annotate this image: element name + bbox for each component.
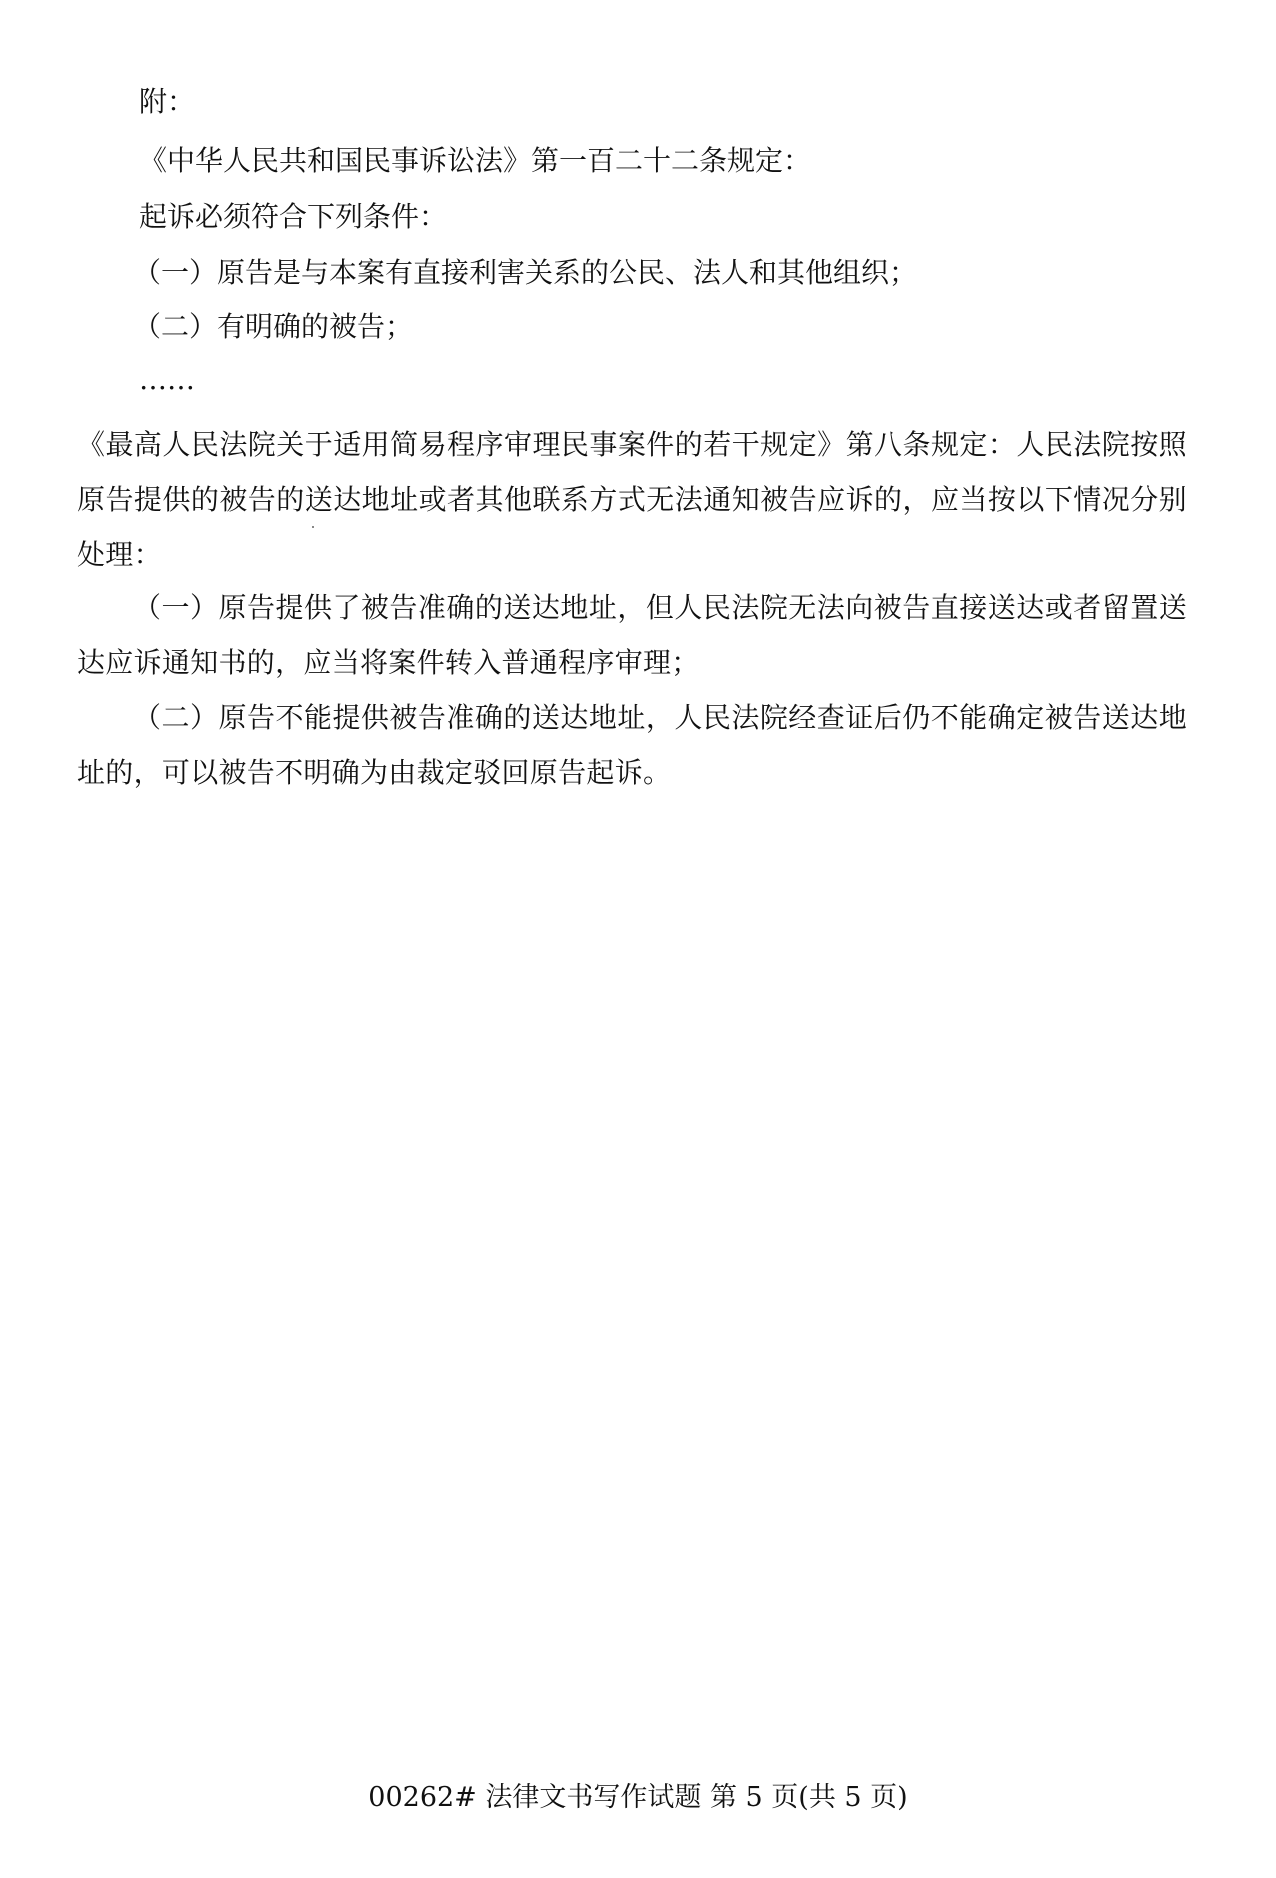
regulation-paragraph: 《最高人民法院关于适用简易程序审理民事案件的若干规定》第八条规定：人民法院按照原告提供的被告的送达地址或者其他联系方式无法通知被告应诉的，应当按以下情况分别处理： (77, 428, 1187, 571)
regulation-item-1: （一）原告提供了被告准确的送达地址，但人民法院无法向被告直接送达或者留置送达应诉通知书的，应当将案件转入普通程序审理； (77, 591, 1187, 679)
conditions-intro: 起诉必须符合下列条件： (139, 200, 448, 233)
condition-2: （二）有明确的被告； (133, 310, 414, 343)
scan-speck (312, 526, 314, 528)
page-footer: 00262# 法律文书写作试题 第 5 页(共 5 页) (368, 1782, 908, 1813)
law-title-line: 《中华人民共和国民事诉讼法》第一百二十二条规定： (139, 144, 812, 177)
condition-1: （一）原告是与本案有直接利害关系的公民、法人和其他组织； (133, 256, 918, 289)
attachment-heading: 附： (139, 85, 196, 118)
regulation-item-2: （二）原告不能提供被告准确的送达地址，人民法院经查证后仍不能确定被告送达地址的，可以被告不明确为由裁定驳回原告起诉。 (77, 701, 1187, 789)
ellipsis: …… (139, 363, 195, 396)
